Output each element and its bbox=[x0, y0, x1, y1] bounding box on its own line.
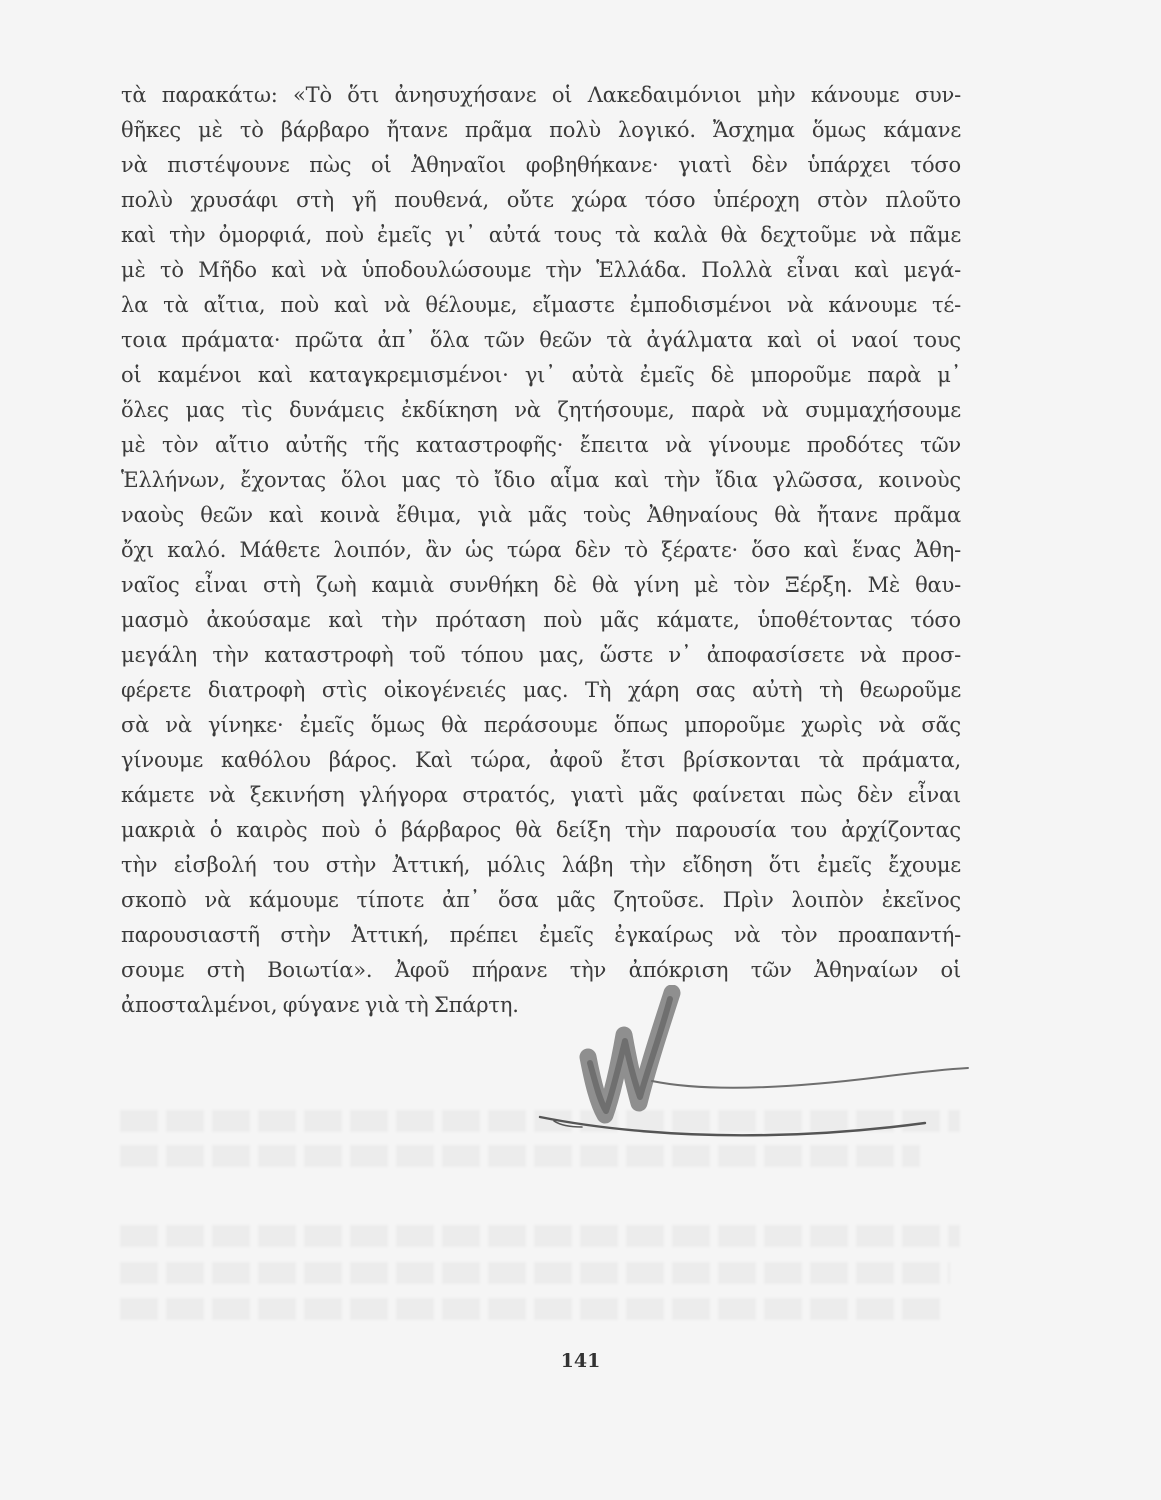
text-line: ἀποσταλμένοι, φύγανε γιὰ τὴ Σπάρτη. bbox=[121, 993, 519, 1017]
bleed-through-shadow bbox=[120, 1145, 920, 1167]
handwritten-signature bbox=[530, 985, 970, 1145]
text-line: παρουσιαστῆ στὴν Ἀττική, πρέπει ἐμεῖς ἐγκαίρως νὰ τὸν προαπαντή- bbox=[121, 923, 961, 947]
body-text bbox=[121, 78, 961, 1023]
text-line: πολὺ χρυσάφι στὴ γῆ πουθενά, οὔτε χώρα τόσο ὑπέροχη στὸν πλοῦτο bbox=[121, 188, 961, 212]
text-line: μεγάλη τὴν καταστροφὴ τοῦ τόπου μας, ὥστε ν᾽ ἀποφασίσετε νὰ προσ- bbox=[121, 643, 961, 667]
text-line: τὰ παρακάτω: «Τὸ ὅτι ἀνησυχήσανε οἱ Λακεδαιμόνιοι μὴν κάνουμε συν- bbox=[121, 83, 961, 107]
bleed-through-shadow bbox=[120, 1225, 960, 1247]
text-line: λα τὰ αἴτια, ποὺ καὶ νὰ θέλουμε, εἴμαστε ἐμποδισμένοι νὰ κάνουμε τέ- bbox=[121, 293, 961, 317]
text-line: καὶ τὴν ὀμορφιά, ποὺ ἐμεῖς γι᾽ αὐτά τους τὰ καλὰ θὰ δεχτοῦμε νὰ πᾶμε bbox=[121, 223, 961, 247]
text-line: μακριὰ ὁ καιρὸς ποὺ ὁ βάρβαρος θὰ δείξη τὴν παρουσία του ἀρχίζοντας bbox=[121, 818, 961, 842]
text-line: ναῖος εἶναι στὴ ζωὴ καμιὰ συνθήκη δὲ θὰ γίνη μὲ τὸν Ξέρξη. Μὲ θαυ- bbox=[121, 573, 961, 597]
text-line: Ἑλλήνων, ἔχοντας ὅλοι μας τὸ ἴδιο αἷμα καὶ τὴν ἴδια γλῶσσα, κοινοὺς bbox=[121, 468, 961, 492]
text-line: μὲ τὸν αἴτιο αὐτῆς τῆς καταστροφῆς· ἔπειτα νὰ γίνουμε προδότες τῶν bbox=[121, 433, 961, 457]
text-line: τὴν εἰσβολή του στὴν Ἀττική, μόλις λάβη τὴν εἴδηση ὅτι ἐμεῖς ἔχουμε bbox=[121, 853, 961, 877]
text-line: ναοὺς θεῶν καὶ κοινὰ ἔθιμα, γιὰ μᾶς τοὺς Ἀθηναίους θὰ ἤτανε πρᾶμα bbox=[121, 503, 961, 527]
text-line: κάμετε νὰ ξεκινήση γλήγορα στρατός, γιατὶ μᾶς φαίνεται πὼς δὲν εἶναι bbox=[121, 783, 961, 807]
signature-stroke bbox=[540, 1117, 925, 1135]
text-line: ὄχι καλό. Μάθετε λοιπόν, ἂν ὡς τώρα δὲν τὸ ξέρατε· ὅσο καὶ ἕνας Ἀθη- bbox=[121, 538, 961, 562]
text-line: ὅλες μας τὶς δυνάμεις ἐκδίκηση νὰ ζητήσουμε, παρὰ νὰ συμμαχήσουμε bbox=[121, 398, 961, 422]
signature-stroke bbox=[652, 1068, 968, 1088]
text-line: νὰ πιστέψουνε πὼς οἱ Ἀθηναῖοι φοβηθήκανε· γιατὶ δὲν ὑπάρχει τόσο bbox=[121, 153, 961, 177]
text-line: σουμε στὴ Βοιωτία». Ἀφοῦ πήρανε τὴν ἀπόκριση τῶν Ἀθηναίων οἱ bbox=[121, 958, 961, 982]
text-line: μὲ τὸ Μῆδο καὶ νὰ ὑποδουλώσουμε τὴν Ἑλλάδα. Πολλὰ εἶναι καὶ μεγά- bbox=[121, 258, 961, 282]
bleed-through-shadow bbox=[120, 1298, 940, 1320]
text-line: θῆκες μὲ τὸ βάρβαρο ἤτανε πρᾶμα πολὺ λογικό. Ἄσχημα ὅμως κάμανε bbox=[121, 118, 961, 142]
bleed-through-shadow bbox=[120, 1262, 950, 1284]
text-line: οἱ καμένοι καὶ καταγκρεμισμένοι· γι᾽ αὐτὰ ἐμεῖς δὲ μποροῦμε παρὰ μ᾽ bbox=[121, 363, 961, 387]
page-number: 141 bbox=[560, 1350, 601, 1372]
text-line: τοια πράματα· πρῶτα ἀπ᾽ ὅλα τῶν θεῶν τὰ ἀγάλματα καὶ οἱ ναοί τους bbox=[121, 328, 961, 352]
text-line: φέρετε διατροφὴ στὶς οἰκογένειές μας. Τὴ χάρη σας αὐτὴ τὴ θεωροῦμε bbox=[121, 678, 961, 702]
text-line: μασμὸ ἀκούσαμε καὶ τὴν πρόταση ποὺ μᾶς κάματε, ὑποθέτοντας τόσο bbox=[121, 608, 961, 632]
text-line: σὰ νὰ γίνηκε· ἐμεῖς ὅμως θὰ περάσουμε ὅπως μποροῦμε χωρὶς νὰ σᾶς bbox=[121, 713, 961, 737]
text-line: σκοπὸ νὰ κάμουμε τίποτε ἀπ᾽ ὅσα μᾶς ζητοῦσε. Πρὶν λοιπὸν ἐκεῖνος bbox=[121, 888, 961, 912]
text-line: γίνουμε καθόλου βάρος. Καὶ τώρα, ἀφοῦ ἔτσι βρίσκονται τὰ πράματα, bbox=[121, 748, 961, 772]
